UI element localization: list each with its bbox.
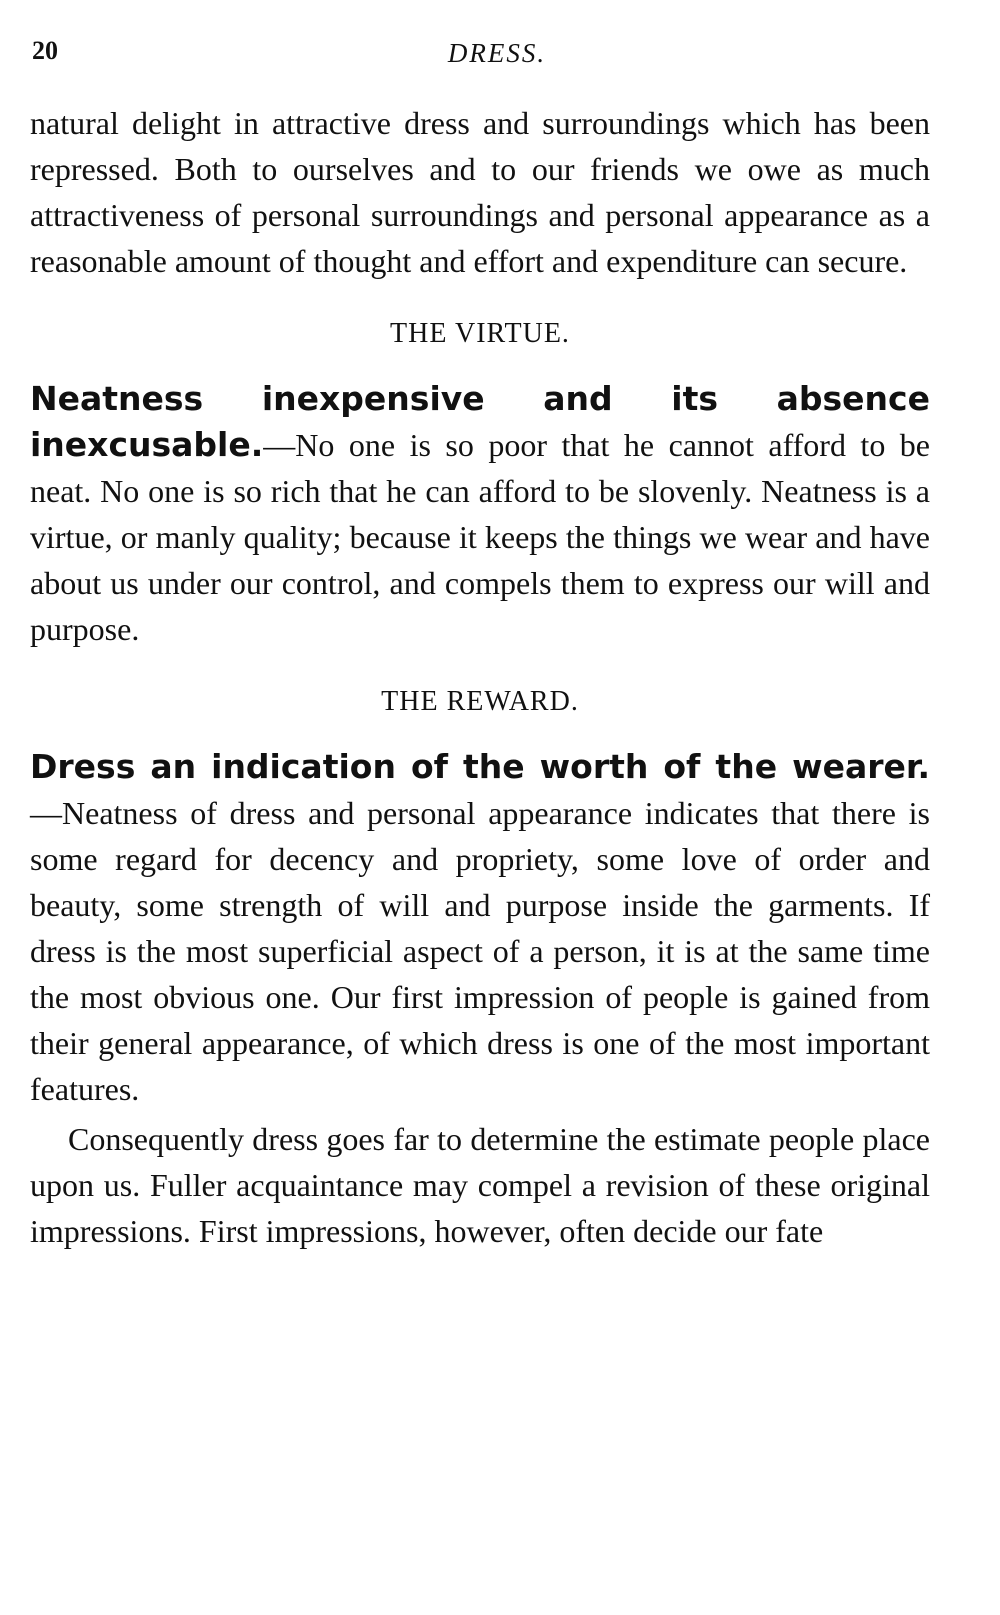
paragraph-lead-heading: Neatness inexpensive and its absence inexcusable. xyxy=(30,379,930,464)
paragraph-continued: natural delight in attractive dress and surroundings which has been repressed. Both to ourselves and to our friends we owe as much attractiveness of personal surroundings and personal appearance as a reasonable amount of thought and effort and expenditure can secure. xyxy=(30,105,930,279)
page-body xyxy=(30,100,930,1254)
section-heading-virtue: THE VIRTUE. xyxy=(390,318,570,349)
section-heading-reward: THE REWARD. xyxy=(381,686,579,717)
paragraph-text: —No one is so poor that he cannot afford to be neat. No one is so rich that he can afford to be slovenly. Neatness is a virtue, or manly quality; because it keeps the things we wear and have about us under our control, and compels them to express our will and purpose. xyxy=(30,427,930,647)
paragraph-text: —Neatness of dress and personal appearance indicates that there is some regard for decency and propriety, some love of order and beauty, some strength of will and purpose inside the garments. If dress is the most superficial aspect of a person, it is at the same time the most obvious one. Our first impression of people is gained from their general appearance, of which dress is one of the most important features. xyxy=(30,795,930,1107)
page-header xyxy=(32,36,962,76)
page-number: 20 xyxy=(32,36,58,65)
paragraph-lead-heading: Dress an indication of the worth of the wearer. xyxy=(30,747,930,786)
paragraph-dress-indication xyxy=(30,744,930,1112)
running-head: DRESS. xyxy=(447,38,547,68)
paragraph-neatness xyxy=(30,376,930,652)
paragraph-consequently: Consequently dress goes far to determine the estimate people place upon us. Fuller acquaintance may compel a revision of these original impressions. First impressions, however, often decide our fate xyxy=(30,1121,930,1249)
